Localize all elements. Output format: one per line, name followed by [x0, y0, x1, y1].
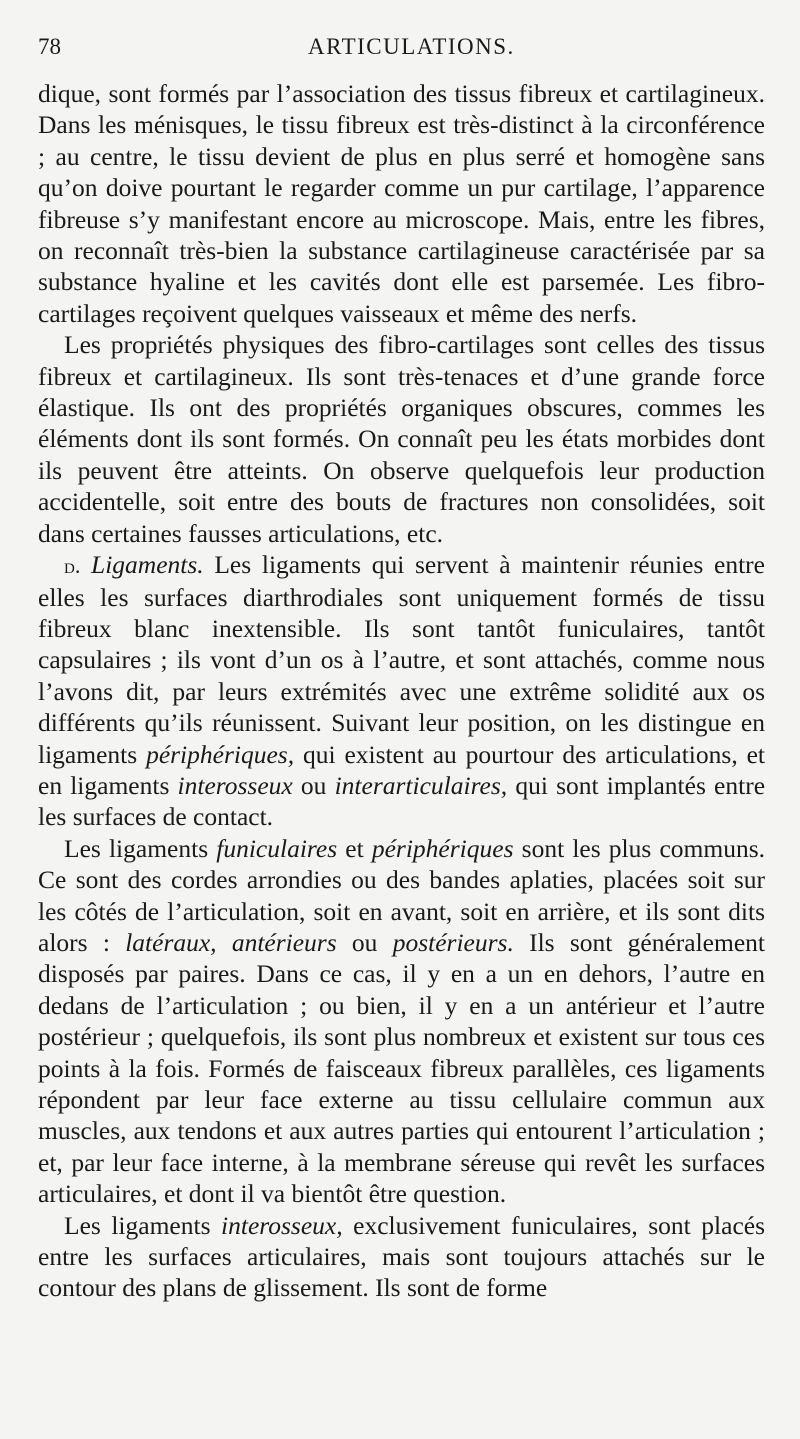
text-run: exclusivement funiculaires, sont placés entre les surfaces articulaires, mais sont toujours attachés sur le contour des plans de glissement. Ils sont de forme [38, 1210, 766, 1303]
italic-term: interarticulaires, [334, 770, 508, 800]
italic-term: interosseux [177, 770, 293, 800]
text-run: dique, sont formés par l’association des tissus fibreux et cartilagineux. Dans les ménisques, le tissu fibreux est très-distinct à la circonférence ; au centre, le tissu devient de plus en plus serré et homogène sans qu’on doive pourtant le regarder comme un pur cartilage, l’apparence fibreuse s’y manifestant encore au microscope. Mais, entre les fibres, on reconnaît très-bien la substance cartilagineuse caractérisée par sa substance hyaline et les cavités dont elle est parsemée. Les fibro-cartilages reçoivent quelques vaisseaux et même des nerfs. [38, 79, 765, 328]
italic-term: funiculaires [216, 833, 338, 863]
italic-term: latéraux, antérieurs [125, 927, 337, 957]
text-run [80, 550, 91, 579]
paragraph [38, 1210, 765, 1304]
paragraph [38, 329, 765, 549]
page-number: 78 [38, 34, 61, 59]
paragraph [38, 78, 765, 329]
text-run: qui existent au pourtour des articulations, et en ligaments [38, 739, 765, 800]
text-run: et [337, 833, 372, 863]
text-run: qui sont implantés entre les surfaces de contact. [38, 770, 766, 832]
text-run: Les ligaments [64, 1210, 222, 1240]
paragraph [38, 833, 765, 1210]
italic-term: périphériques [371, 833, 514, 863]
text-run: Ils sont généralement disposés par paires. Dans ce cas, il y en a un en dehors, l’autre en dedans de l’articulation ; ou bien, il y en a un antérieur et l’autre postérieur ; quelquefois, ils sont plus nombreux et existent sur tous ces points à la fois. Formés de faisceaux fibreux parallèles, ces ligaments répondent par leur face externe au tissu cellulaire commun aux muscles, aux tendons et aux autres parties qui entourent l’articulation ; et, par leur face interne, à la membrane séreuse qui revêt les surfaces articulaires, et dont il va bientôt être question. [38, 927, 765, 1209]
italic-term: postérieurs. [392, 927, 514, 957]
italic-term: interosseux, [221, 1210, 343, 1240]
text-run: ou [292, 770, 335, 800]
running-title: ARTICULATIONS. [308, 34, 515, 59]
paragraph [38, 549, 765, 833]
text-run: Les ligaments [64, 833, 217, 863]
italic-term: périphériques, [146, 739, 295, 769]
text-run: sont les plus communs. Ce sont des cordes arrondies ou des bandes aplaties, placées soit sur les côtés de l’articulation, soit en avant, soit en arrière, et ils sont dits alors : [38, 833, 765, 957]
text-run: Les ligaments qui servent à maintenir réunies entre elles les surfaces diarthrodiales sont uniquement formés de tissu fibreux blanc inextensible. Ils sont tantôt funiculaires, tantôt capsulaires ; ils vont d’un os à l’autre, et sont attachés, comme nous l’avons dit, par leurs extrémités avec une extrême solidité aux os différents qu’ils réunissent. Suivant leur position, on les distingue en ligaments [38, 550, 765, 769]
body-text [38, 78, 765, 1304]
page-header [38, 34, 762, 70]
section-mark: d. [64, 553, 81, 579]
italic-term: Ligaments. [91, 550, 204, 580]
text-run: ou [336, 927, 393, 957]
text-run: Les propriétés physiques des fibro-cartilages sont celles des tissus fibreux et cartilagineux. Ils sont très-tenaces et d’une grande force élastique. Ils ont des propriétés organiques obscures, commes les éléments dont ils sont formés. On connaît peu les états morbides dont ils peuvent être atteints. On observe quelquefois leur production accidentelle, soit entre des bouts de fractures non consolidées, soit dans certaines fausses articulations, etc. [38, 330, 765, 548]
